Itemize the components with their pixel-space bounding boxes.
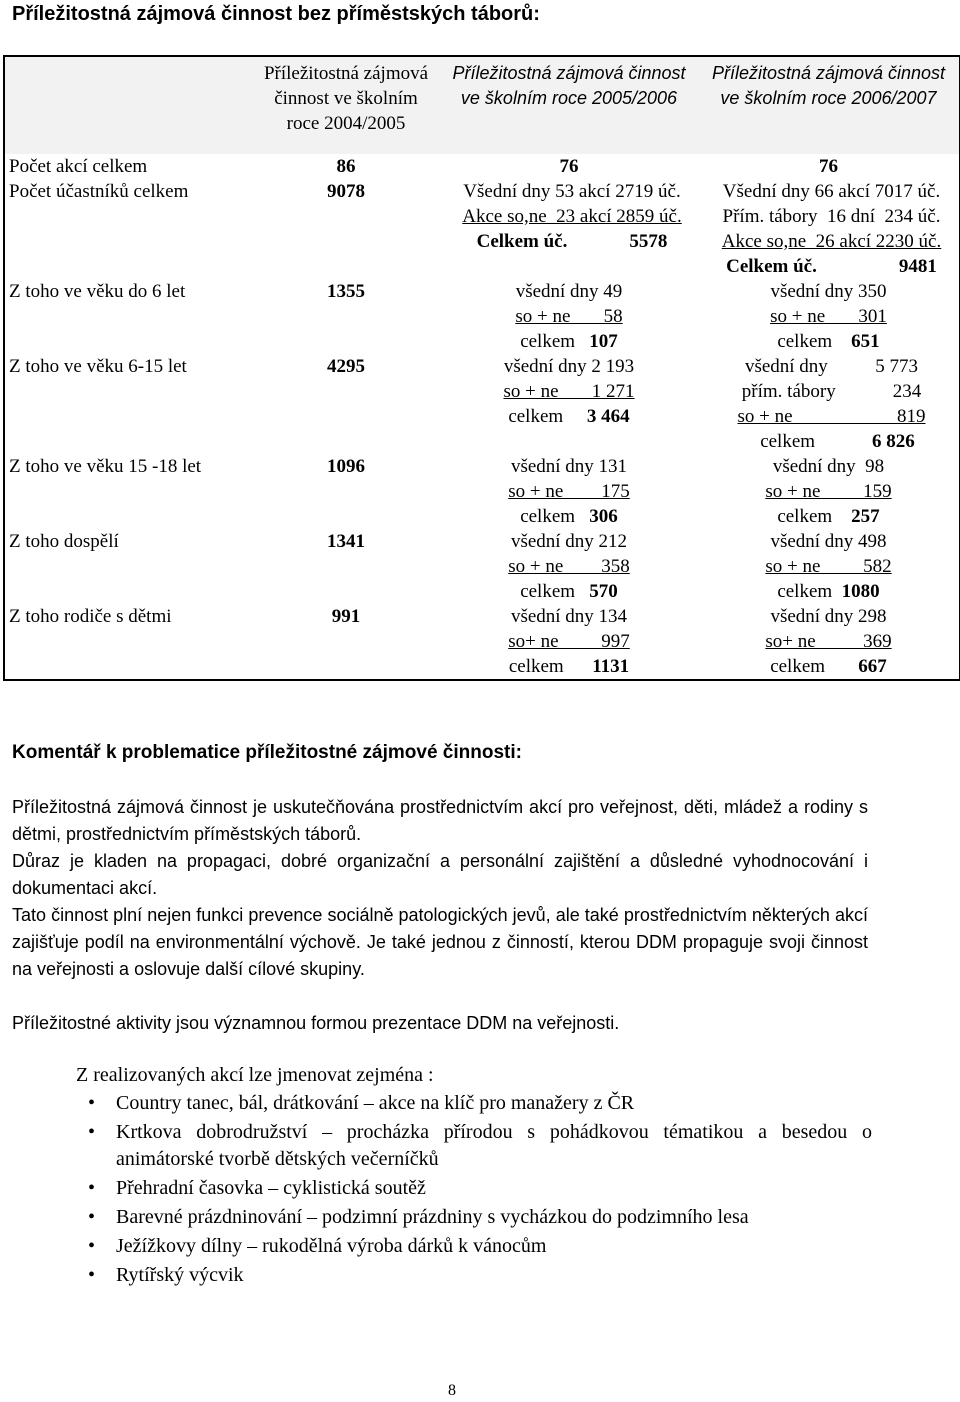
- line: Akce so,ne 23 akcí 2859 úč.: [462, 206, 682, 227]
- total-value: 9481: [898, 256, 937, 277]
- row-label: Z toho ve věku 6-15 let: [9, 356, 187, 377]
- line: [444, 579, 694, 604]
- line: všední dny 2 193: [503, 356, 635, 377]
- value-2005: 76: [559, 156, 579, 177]
- line: [702, 504, 955, 529]
- total-value: 651: [851, 331, 880, 352]
- line: Všední dny 53 akcí 2719 úč.: [463, 181, 681, 202]
- total-value: 107: [589, 331, 618, 352]
- total-value: 6 826: [872, 431, 915, 452]
- row-label: Z toho ve věku 15 -18 let: [9, 456, 202, 477]
- value-2006: 76: [819, 156, 838, 177]
- bullet-icon: •: [88, 1235, 96, 1257]
- row-label: Počet účastníků celkem: [9, 181, 189, 202]
- value-2004: 1341: [327, 531, 365, 552]
- value-2005: [440, 529, 698, 604]
- total-label: celkem: [777, 581, 833, 602]
- list-item: [12, 1233, 872, 1260]
- list-item-text: Rytířský výcvik: [116, 1264, 244, 1286]
- list-intro: Z realizovaných akcí lze jmenovat zejména :: [76, 1064, 434, 1086]
- table-row-dospeli: [4, 529, 960, 604]
- line: [450, 229, 694, 254]
- line: [702, 329, 955, 354]
- list-item: [12, 1262, 872, 1289]
- line: všední dny 212: [510, 531, 628, 552]
- total-label: Celkem úč.: [726, 256, 817, 277]
- bullet-icon: •: [88, 1177, 96, 1199]
- table-row-rodice: [4, 604, 960, 680]
- list-item: [12, 1204, 872, 1231]
- total-value: 570: [589, 581, 618, 602]
- line: všední dny 49: [515, 281, 623, 302]
- list-item-text: Přehradní časovka – cyklistická soutěž: [116, 1177, 426, 1199]
- total-label: celkem: [777, 331, 833, 352]
- line: [444, 654, 694, 679]
- paragraph: Důraz je kladen na propagaci, dobré organizační a personální zajištění a důsledné vyhodnocování i dokumentaci akcí.: [12, 851, 868, 898]
- table-header-row: [4, 56, 960, 154]
- value-2006: [698, 454, 960, 529]
- line: [708, 429, 955, 454]
- line: so + ne 175: [508, 481, 630, 502]
- list-item: [12, 1175, 872, 1202]
- line: so + ne 301: [770, 306, 887, 327]
- table-row-do18: [4, 454, 960, 529]
- list-item-text: Country tanec, bál, drátkování – akce na klíč pro manažery z ČR: [116, 1092, 635, 1114]
- value-2006: [698, 604, 960, 680]
- line: všední dny 5 773: [744, 356, 919, 377]
- total-value: 1080: [841, 581, 880, 602]
- row-label: Z toho dospělí: [9, 531, 119, 552]
- table-row-ucastnici: [4, 179, 960, 279]
- value-2004: 9078: [327, 181, 365, 202]
- list-item: [12, 1090, 872, 1117]
- total-label: celkem: [520, 581, 576, 602]
- row-label: Počet akcí celkem: [9, 156, 148, 177]
- header-2004-2005: Příležitostná zájmová činnost ve školním roce 2004/2005: [252, 56, 440, 154]
- header-2005-2006: Příležitostná zájmová činnost ve školním roce 2005/2006: [440, 56, 698, 154]
- line: so+ ne 997: [508, 631, 630, 652]
- list-item: [12, 1119, 872, 1173]
- line: so + ne 819: [737, 406, 926, 427]
- value-2005: [440, 179, 698, 279]
- table-row-akce: [4, 154, 960, 179]
- value-2005: [440, 279, 698, 354]
- total-label: celkem: [520, 331, 576, 352]
- total-label: celkem: [777, 506, 833, 527]
- bullet-icon: •: [88, 1206, 96, 1228]
- line: so + ne 358: [508, 556, 630, 577]
- line: [708, 254, 955, 279]
- value-2004: 4295: [327, 356, 365, 377]
- value-2005: [440, 354, 698, 454]
- value-2004: 86: [336, 156, 356, 177]
- value-2005: [440, 604, 698, 680]
- list-item-text: Barevné prázdninování – podzimní prázdniny s vycházkou do podzimního lesa: [116, 1206, 749, 1228]
- total-label: celkem: [760, 431, 816, 452]
- total-label: celkem: [508, 656, 564, 677]
- page-heading: Příležitostná zájmová činnost bez příměstských táborů:: [12, 3, 540, 25]
- row-label: Z toho rodiče s dětmi: [9, 606, 172, 627]
- header-empty-cell: [4, 56, 252, 154]
- row-label: Z toho ve věku do 6 let: [9, 281, 186, 302]
- line: Přím. tábory 16 dní 234 úč.: [722, 206, 941, 227]
- paragraph: Příležitostná zájmová činnost je uskutečňována prostřednictvím akcí pro veřejnost, děti, mládež a rodiny s dětmi, prostřednictvím příměstských táborů.: [12, 797, 868, 844]
- line: [444, 404, 694, 429]
- value-2004: 1355: [327, 281, 365, 302]
- line: [702, 579, 955, 604]
- total-value: 5578: [629, 231, 668, 252]
- line: [702, 654, 955, 679]
- value-2006: [698, 179, 960, 279]
- value-2005: [440, 454, 698, 529]
- line: Akce so,ne 26 akcí 2230 úč.: [721, 231, 942, 252]
- activity-list: [12, 1090, 872, 1291]
- value-2006: [698, 279, 960, 354]
- value-2004: 991: [331, 606, 361, 627]
- line: všední dny 350: [770, 281, 887, 302]
- table-row-do6: [4, 279, 960, 354]
- bullet-icon: •: [88, 1092, 96, 1114]
- total-label: celkem: [508, 406, 564, 427]
- comment-heading: Komentář k problematice příležitostné zájmové činnosti:: [12, 742, 522, 763]
- line: [444, 329, 694, 354]
- total-label: celkem: [770, 656, 826, 677]
- bullet-icon: •: [88, 1121, 96, 1143]
- total-value: 306: [589, 506, 618, 527]
- line: so + ne 58: [515, 306, 623, 327]
- list-item-text: Ježížkovy dílny – rukodělná výroba dárků k vánocům: [116, 1235, 547, 1257]
- line: so + ne 582: [765, 556, 892, 577]
- line: všední dny 498: [770, 531, 887, 552]
- line: so+ ne 369: [765, 631, 892, 652]
- paragraph: Příležitostné aktivity jsou významnou formou prezentace DDM na veřejnosti.: [12, 1013, 620, 1033]
- total-value: 257: [851, 506, 880, 527]
- line: všední dny 131: [510, 456, 628, 477]
- bullet-icon: •: [88, 1264, 96, 1286]
- activity-stats-table: [3, 55, 960, 681]
- header-2006-2007: Příležitostná zájmová činnost ve školním roce 2006/2007: [698, 56, 960, 154]
- value-2006: [698, 354, 960, 454]
- total-value: 3 464: [586, 406, 630, 427]
- total-value: 667: [858, 656, 887, 677]
- line: so + ne 159: [765, 481, 892, 502]
- total-value: 1131: [592, 656, 630, 677]
- line: přím. tábory 234: [741, 381, 922, 402]
- page-number: 8: [448, 1382, 456, 1399]
- line: [444, 504, 694, 529]
- line: všední dny 134: [510, 606, 628, 627]
- list-item-text: Krtkova dobrodružství – procházka přírodou s pohádkovou tématikou a besedou o animátorské tvorbě dětských večerníčků: [116, 1121, 872, 1170]
- line: všední dny 98: [772, 456, 885, 477]
- table-row-do15: [4, 354, 960, 454]
- paragraph: Tato činnost plní nejen funkci prevence sociálně patologických jevů, ale také prostřednictvím některých akcí zajišťuje podíl na environmentální výchově. Je také jednou z činností, kterou DDM propaguje svoji činnost na veřejnosti a oslovuje další cílové skupiny.: [12, 905, 868, 979]
- value-2006: [698, 529, 960, 604]
- line: Všední dny 66 akcí 7017 úč.: [722, 181, 941, 202]
- value-2004: 1096: [327, 456, 365, 477]
- line: všední dny 298: [770, 606, 887, 627]
- total-label: celkem: [520, 506, 576, 527]
- line: so + ne 1 271: [503, 381, 635, 402]
- total-label: Celkem úč.: [476, 231, 568, 252]
